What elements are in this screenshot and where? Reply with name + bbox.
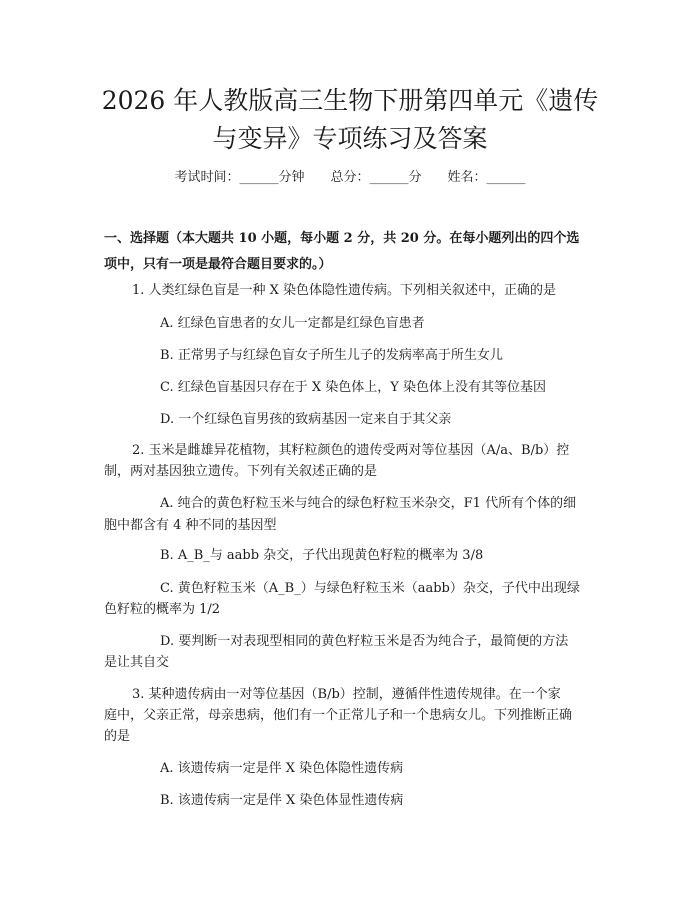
exam-time-field: 考试时间：______分钟	[174, 170, 305, 185]
question-2-option-d-line-1: D. 要判断一对表现型相同的黄色籽粒玉米是否为纯合子，最简便的方法	[160, 634, 569, 649]
question-1-stem: 1. 人类红绿色盲是一种 X 染色体隐性遗传病。下列相关叙述中，正确的是	[132, 283, 557, 298]
question-1-option-b: B. 正常男子与红绿色盲女子所生儿子的发病率高于所生女儿	[160, 348, 503, 363]
section-heading-line-2: 项中，只有一项是最符合题目要求的。）	[104, 257, 332, 272]
question-2-option-a-line-2: 胞中都含有 4 种不同的基因型	[104, 518, 277, 533]
exam-info	[0, 168, 700, 188]
question-3-stem-line-1: 3. 某种遗传病由一对等位基因（B/b）控制，遵循伴性遗传规律。在一个家	[132, 687, 561, 702]
question-2-option-b: B. A_B_与 aabb 杂交，子代出现黄色籽粒的概率为 3/8	[160, 548, 484, 563]
question-3-option-a: A. 该遗传病一定是伴 X 染色体隐性遗传病	[160, 761, 404, 776]
question-1-option-c: C. 红绿色盲基因只存在于 X 染色体上，Y 染色体上没有其等位基因	[160, 380, 546, 395]
question-2-option-c-line-1: C. 黄色籽粒玉米（A_B_）与绿色籽粒玉米（aabb）杂交，子代中出现绿	[160, 581, 580, 596]
question-1-option-a: A. 红绿色盲患者的女儿一定都是红绿色盲患者	[160, 316, 425, 331]
question-3-stem-line-3: 的是	[104, 729, 131, 744]
exam-name-field: 姓名：______	[447, 170, 526, 185]
question-2-stem-line-1: 2. 玉米是雌雄异花植物，其籽粒颜色的遗传受两对等位基因（A/a、B/b）控	[132, 443, 570, 458]
section-heading-line-1: 一、选择题（本大题共 10 小题，每小题 2 分，共 20 分。在每小题列出的四个选	[104, 231, 580, 246]
document-title-line-1: 2026 年人教版高三生物下册第四单元《遗传	[101, 86, 599, 115]
question-2-option-d-line-2: 是让其自交	[104, 655, 170, 670]
question-2-option-a-line-1: A. 纯合的黄色籽粒玉米与纯合的绿色籽粒玉米杂交，F1 代所有个体的细	[160, 496, 577, 511]
question-1-option-d: D. 一个红绿色盲男孩的致病基因一定来自于其父亲	[160, 412, 452, 427]
document-title-line-2: 与变异》专项练习及答案	[212, 124, 488, 153]
question-3-stem-line-2: 庭中，父亲正常，母亲患病，他们有一个正常儿子和一个患病女儿。下列推断正确	[104, 708, 573, 723]
exam-score-field: 总分：______分	[330, 170, 422, 185]
question-3-option-b: B. 该遗传病一定是伴 X 染色体显性遗传病	[160, 793, 404, 808]
question-2-option-c-line-2: 色籽粒的概率为 1/2	[104, 602, 221, 617]
question-2-stem-line-2: 制，两对基因独立遗传。下列有关叙述正确的是	[104, 464, 378, 479]
section-heading	[104, 226, 624, 278]
